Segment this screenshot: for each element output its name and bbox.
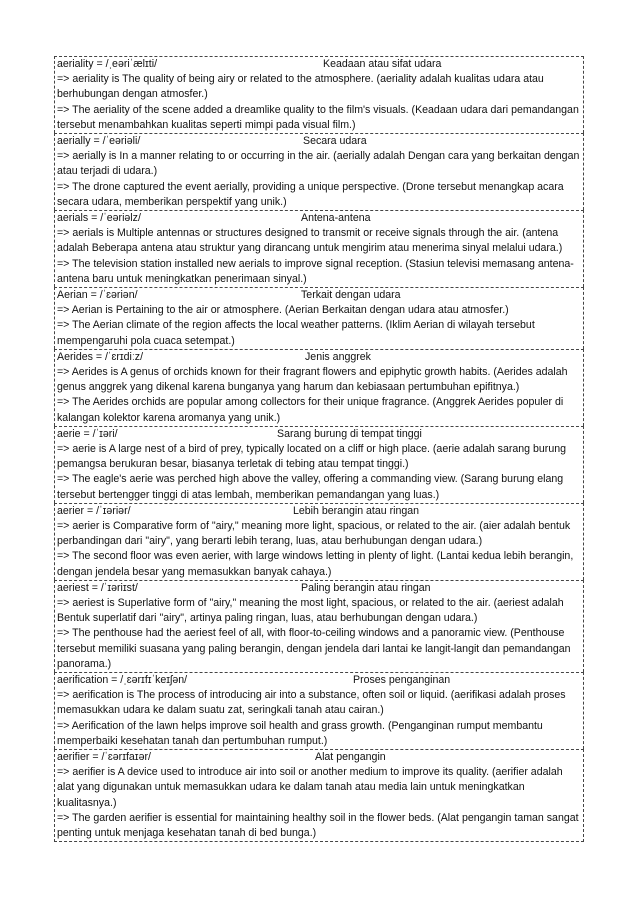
definition: => Aerides is A genus of orchids known for their fragrant flowers and epiphytic growth habits. (Aerides adalah genus anggrek yang dikenal karena bunganya yang harum dan kebiasaan pertumbuhan epifitnya.)	[57, 365, 568, 394]
translation: Proses penganginan	[353, 674, 451, 686]
definition: => Aerian is Pertaining to the air or atmosphere. (Aerian Berkaitan dengan udara atau atmosfer.)	[57, 304, 509, 317]
definition: => aeriality is The quality of being airy or related to the atmosphere. (aeriality adalah kualitas udara atau berhubungan dengan atmosfer.)	[57, 73, 544, 101]
example: => Aerification of the lawn helps improve soil health and grass growth. (Penganginan rumput membantu memperbaiki kesehatan tanah dan pertumbuhan rumput.)	[57, 719, 543, 747]
translation: Paling berangin atau ringan	[301, 581, 431, 594]
entry-aerials	[54, 210, 584, 287]
example: => The eagle's aerie was perched high above the valley, offering a commanding view. (Sarang burung elang tersebut bertengger tinggi di atas lembah, memberikan pemandangan yang luas.)	[57, 473, 564, 501]
translation: Jenis anggrek	[305, 350, 371, 363]
definition: => aerially is In a manner relating to or occurring in the air. (aerially adalah Dengan cara yang berkaitan dengan atau terjadi di udara.)	[57, 150, 580, 178]
example: => The garden aerifier is essential for maintaining healthy soil in the flower beds. (Alat pengangin taman sangat penting untuk menjaga kesehatan tanah di bed bunga.)	[57, 811, 579, 839]
headword: Aerian = /ˈɛəriən/	[57, 289, 138, 301]
headword: aerier = /ˈɪəriər/	[57, 504, 131, 517]
headword: aeriality = /ˌeəriˈælɪti/	[57, 58, 158, 70]
translation: Alat pengangin	[315, 751, 386, 763]
entry-aerification	[54, 672, 584, 749]
example: => The second floor was even aerier, with large windows letting in plenty of light. (Lantai kedua lebih berangin, dengan jendela besar yang memasukkan banyak cahaya.)	[57, 550, 574, 578]
headword: aerifier = /ˈɛərɪfaɪər/	[57, 751, 151, 763]
translation: Lebih berangin atau ringan	[293, 504, 420, 517]
example: => The Aerian climate of the region affects the local weather patterns. (Iklim Aerian di wilayah tersebut mempengaruhi pola cuaca setempat.)	[57, 319, 535, 347]
example: => The Aerides orchids are popular among collectors for their unique fragrance. (Anggrek Aerides populer di kalangan kolektor karena aromanya yang unik.)	[57, 396, 564, 424]
entry-headline	[57, 504, 582, 519]
entry-headline	[57, 581, 582, 596]
headword: aerially = /ˈeəriəli/	[57, 135, 141, 147]
translation: Sarang burung di tempat tinggi	[277, 427, 422, 440]
entry-headline	[57, 350, 582, 365]
entry-headline	[57, 134, 582, 149]
entry-aeriest	[54, 580, 584, 672]
entry-aerian	[54, 287, 584, 349]
entry-headline	[57, 750, 582, 765]
entry-aerides	[54, 349, 584, 426]
headword: Aerides = /ˈɛrɪdiːz/	[57, 350, 144, 363]
headword: aerie = /ˈɪəri/	[57, 427, 118, 440]
entry-aerier	[54, 503, 584, 580]
headword: aerification = /ˌɛərɪfɪˈkeɪʃən/	[57, 674, 188, 686]
example: => The television station installed new aerials to improve signal reception. (Stasiun televisi memasang antena-antena baru untuk meningkatkan penerimaan sinyal.)	[57, 257, 574, 285]
example: => The drone captured the event aerially, providing a unique perspective. (Drone tersebut menangkap acara secara udara, memberikan perspektif yang unik.)	[57, 180, 564, 208]
definition: => aerie is A large nest of a bird of prey, typically located on a cliff or high place. (aerie adalah sarang burung pemangsa berukuran besar, biasanya terletak di tebing atau tempat tinggi.)	[57, 442, 567, 471]
definition: => aeriest is Superlative form of "airy," meaning the most light, spacious, or related to the air. (aeriest adalah Bentuk superlatif dari "airy", artinya paling ringan, luas, atau berhubungan dengan udara.)	[57, 596, 564, 625]
entry-headline	[57, 427, 582, 442]
example: => The aeriality of the scene added a dreamlike quality to the film's visuals. (Keadaan udara dari pemandangan tersebut menambahkan kualitas seperti mimpi pada visual film.)	[57, 103, 579, 131]
translation: Keadaan atau sifat udara	[323, 58, 442, 70]
dictionary-page	[54, 56, 584, 842]
entry-aerially	[54, 133, 584, 210]
entry-aerifier	[54, 749, 584, 842]
definition: => aerifier is A device used to introduce air into soil or another medium to improve its quality. (aerifier adalah alat yang digunakan untuk memasukkan udara ke dalam tanah atau media lain untuk meningkatkan kualitasnya.)	[57, 766, 563, 809]
translation: Terkait dengan udara	[301, 289, 401, 301]
entry-headline	[57, 288, 582, 303]
entry-aerie	[54, 426, 584, 503]
entry-headline	[57, 673, 582, 688]
entry-aeriality	[54, 56, 584, 133]
headword: aeriest = /ˈɪəriɪst/	[57, 581, 138, 594]
definition: => aerification is The process of introducing air into a substance, often soil or liquid. (aerifikasi adalah proses memasukkan udara ke dalam suatu zat, seringkali tanah atau cairan.)	[57, 689, 566, 717]
translation: Antena-antena	[301, 212, 371, 224]
headword: aerials = /ˈeəriəlz/	[57, 212, 141, 224]
example: => The penthouse had the aeriest feel of all, with floor-to-ceiling windows and a panoramic view. (Penthouse tersebut memiliki suasana yang paling berangin, dengan jendela dari lantai ke langit-langit dan pemandangan panorama.)	[57, 627, 571, 670]
translation: Secara udara	[303, 135, 367, 147]
definition: => aerials is Multiple antennas or structures designed to transmit or receive signals through the air. (antena adalah Beberapa antena atau struktur yang dirancang untuk mengirim atau menerima sinyal melalui udara.)	[57, 227, 563, 255]
entry-headline	[57, 57, 582, 72]
entry-headline	[57, 211, 582, 226]
definition: => aerier is Comparative form of "airy," meaning more light, spacious, or related to the air. (aier adalah bentuk perbandingan dari "airy", yang berarti lebih terang, luas, atau berhubungan dengan udara.)	[57, 519, 571, 548]
